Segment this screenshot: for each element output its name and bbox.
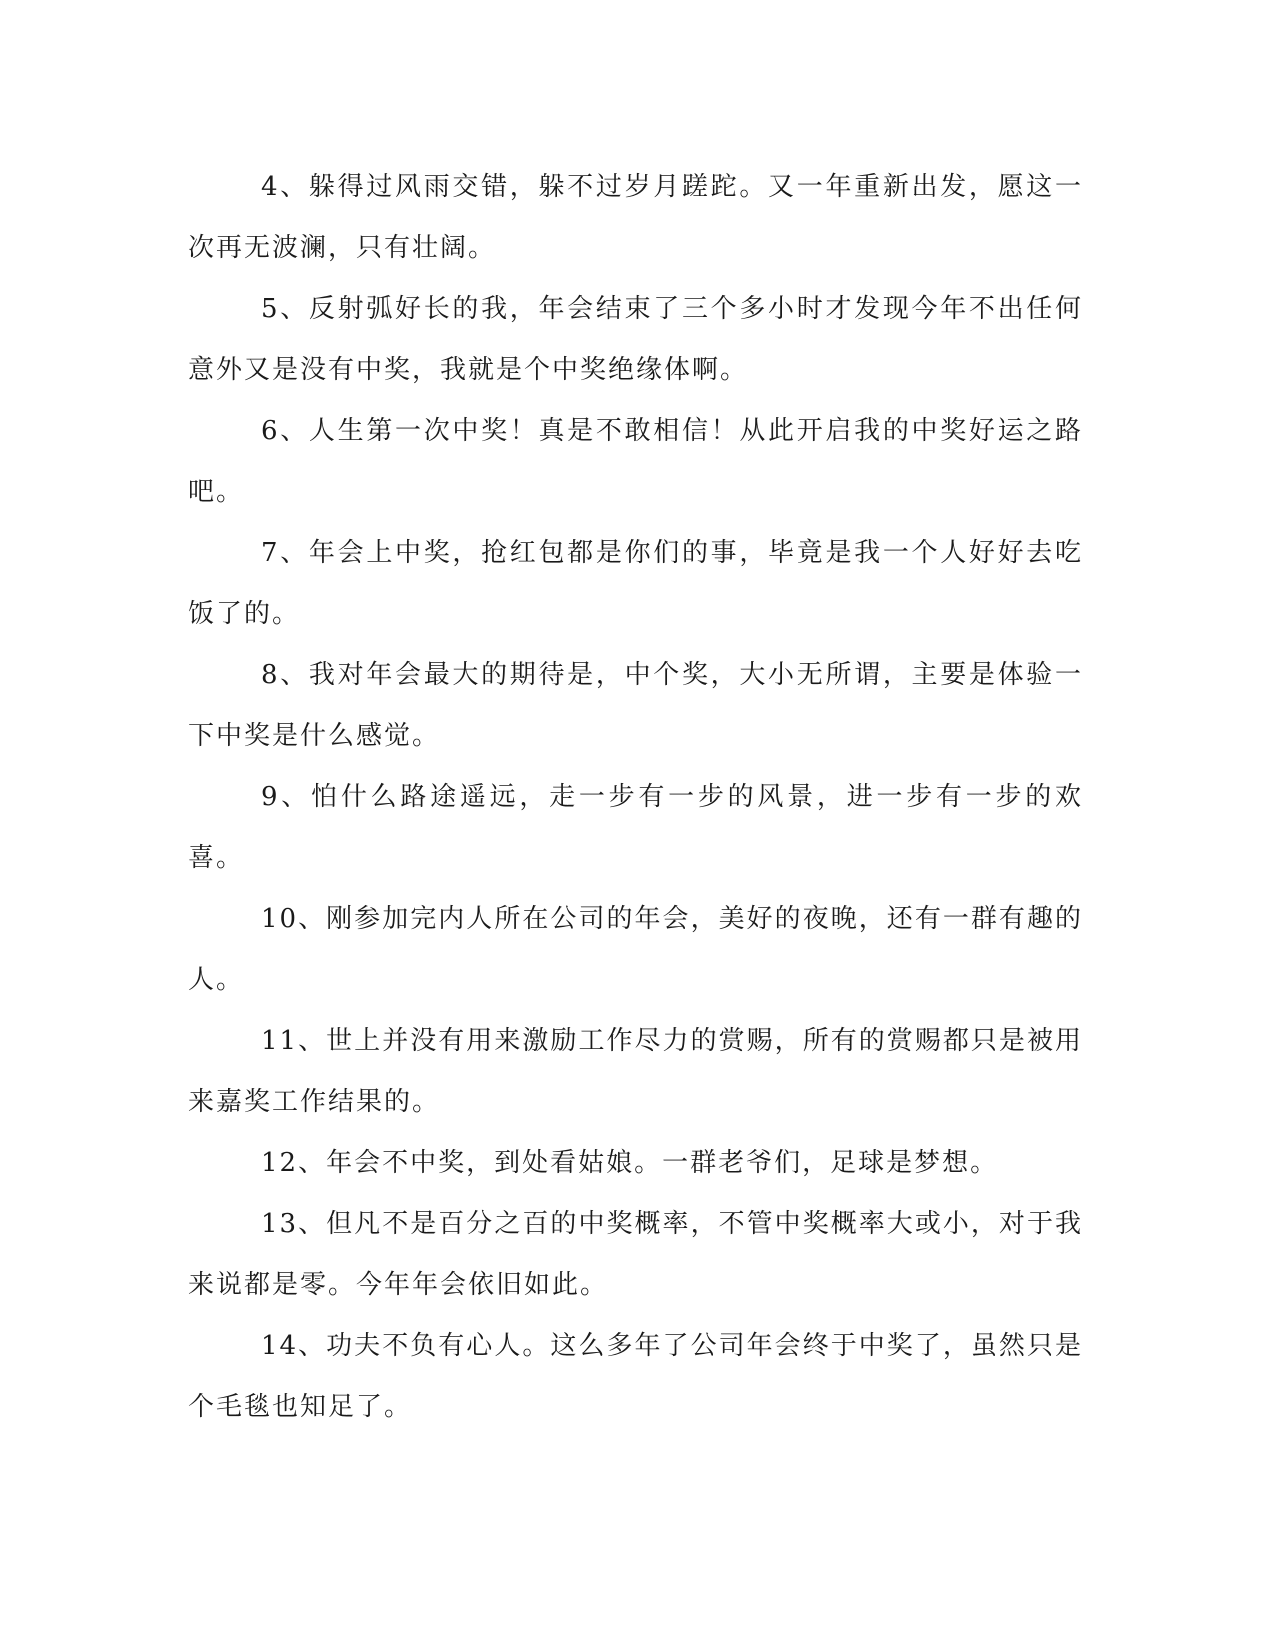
document-body — [188, 157, 1083, 1438]
paragraph-4: 4、躲得过风雨交错，躲不过岁月蹉跎。又一年重新出发，愿这一次再无波澜，只有壮阔。 — [188, 172, 1083, 263]
paragraph-5: 5、反射弧好长的我，年会结束了三个多小时才发现今年不出任何意外又是没有中奖，我就是个中奖绝缘体啊。 — [188, 294, 1083, 385]
paragraph-8: 8、我对年会最大的期待是，中个奖，大小无所谓，主要是体验一下中奖是什么感觉。 — [188, 660, 1083, 751]
paragraph-12: 12、年会不中奖，到处看姑娘。一群老爷们，足球是梦想。 — [261, 1148, 999, 1178]
paragraph-10: 10、刚参加完内人所在公司的年会，美好的夜晚，还有一群有趣的人。 — [188, 904, 1083, 995]
paragraph-11: 11、世上并没有用来激励工作尽力的赏赐，所有的赏赐都只是被用来嘉奖工作结果的。 — [188, 1026, 1083, 1117]
paragraph-14: 14、功夫不负有心人。这么多年了公司年会终于中奖了，虽然只是个毛毯也知足了。 — [188, 1331, 1083, 1422]
paragraph-6: 6、人生第一次中奖！真是不敢相信！从此开启我的中奖好运之路吧。 — [188, 416, 1083, 507]
paragraph-13: 13、但凡不是百分之百的中奖概率，不管中奖概率大或小，对于我来说都是零。今年年会依旧如此。 — [188, 1209, 1083, 1300]
paragraph-7: 7、年会上中奖，抢红包都是你们的事，毕竟是我一个人好好去吃饭了的。 — [188, 538, 1083, 629]
paragraph-9: 9、怕什么路途遥远，走一步有一步的风景，进一步有一步的欢喜。 — [188, 782, 1083, 873]
